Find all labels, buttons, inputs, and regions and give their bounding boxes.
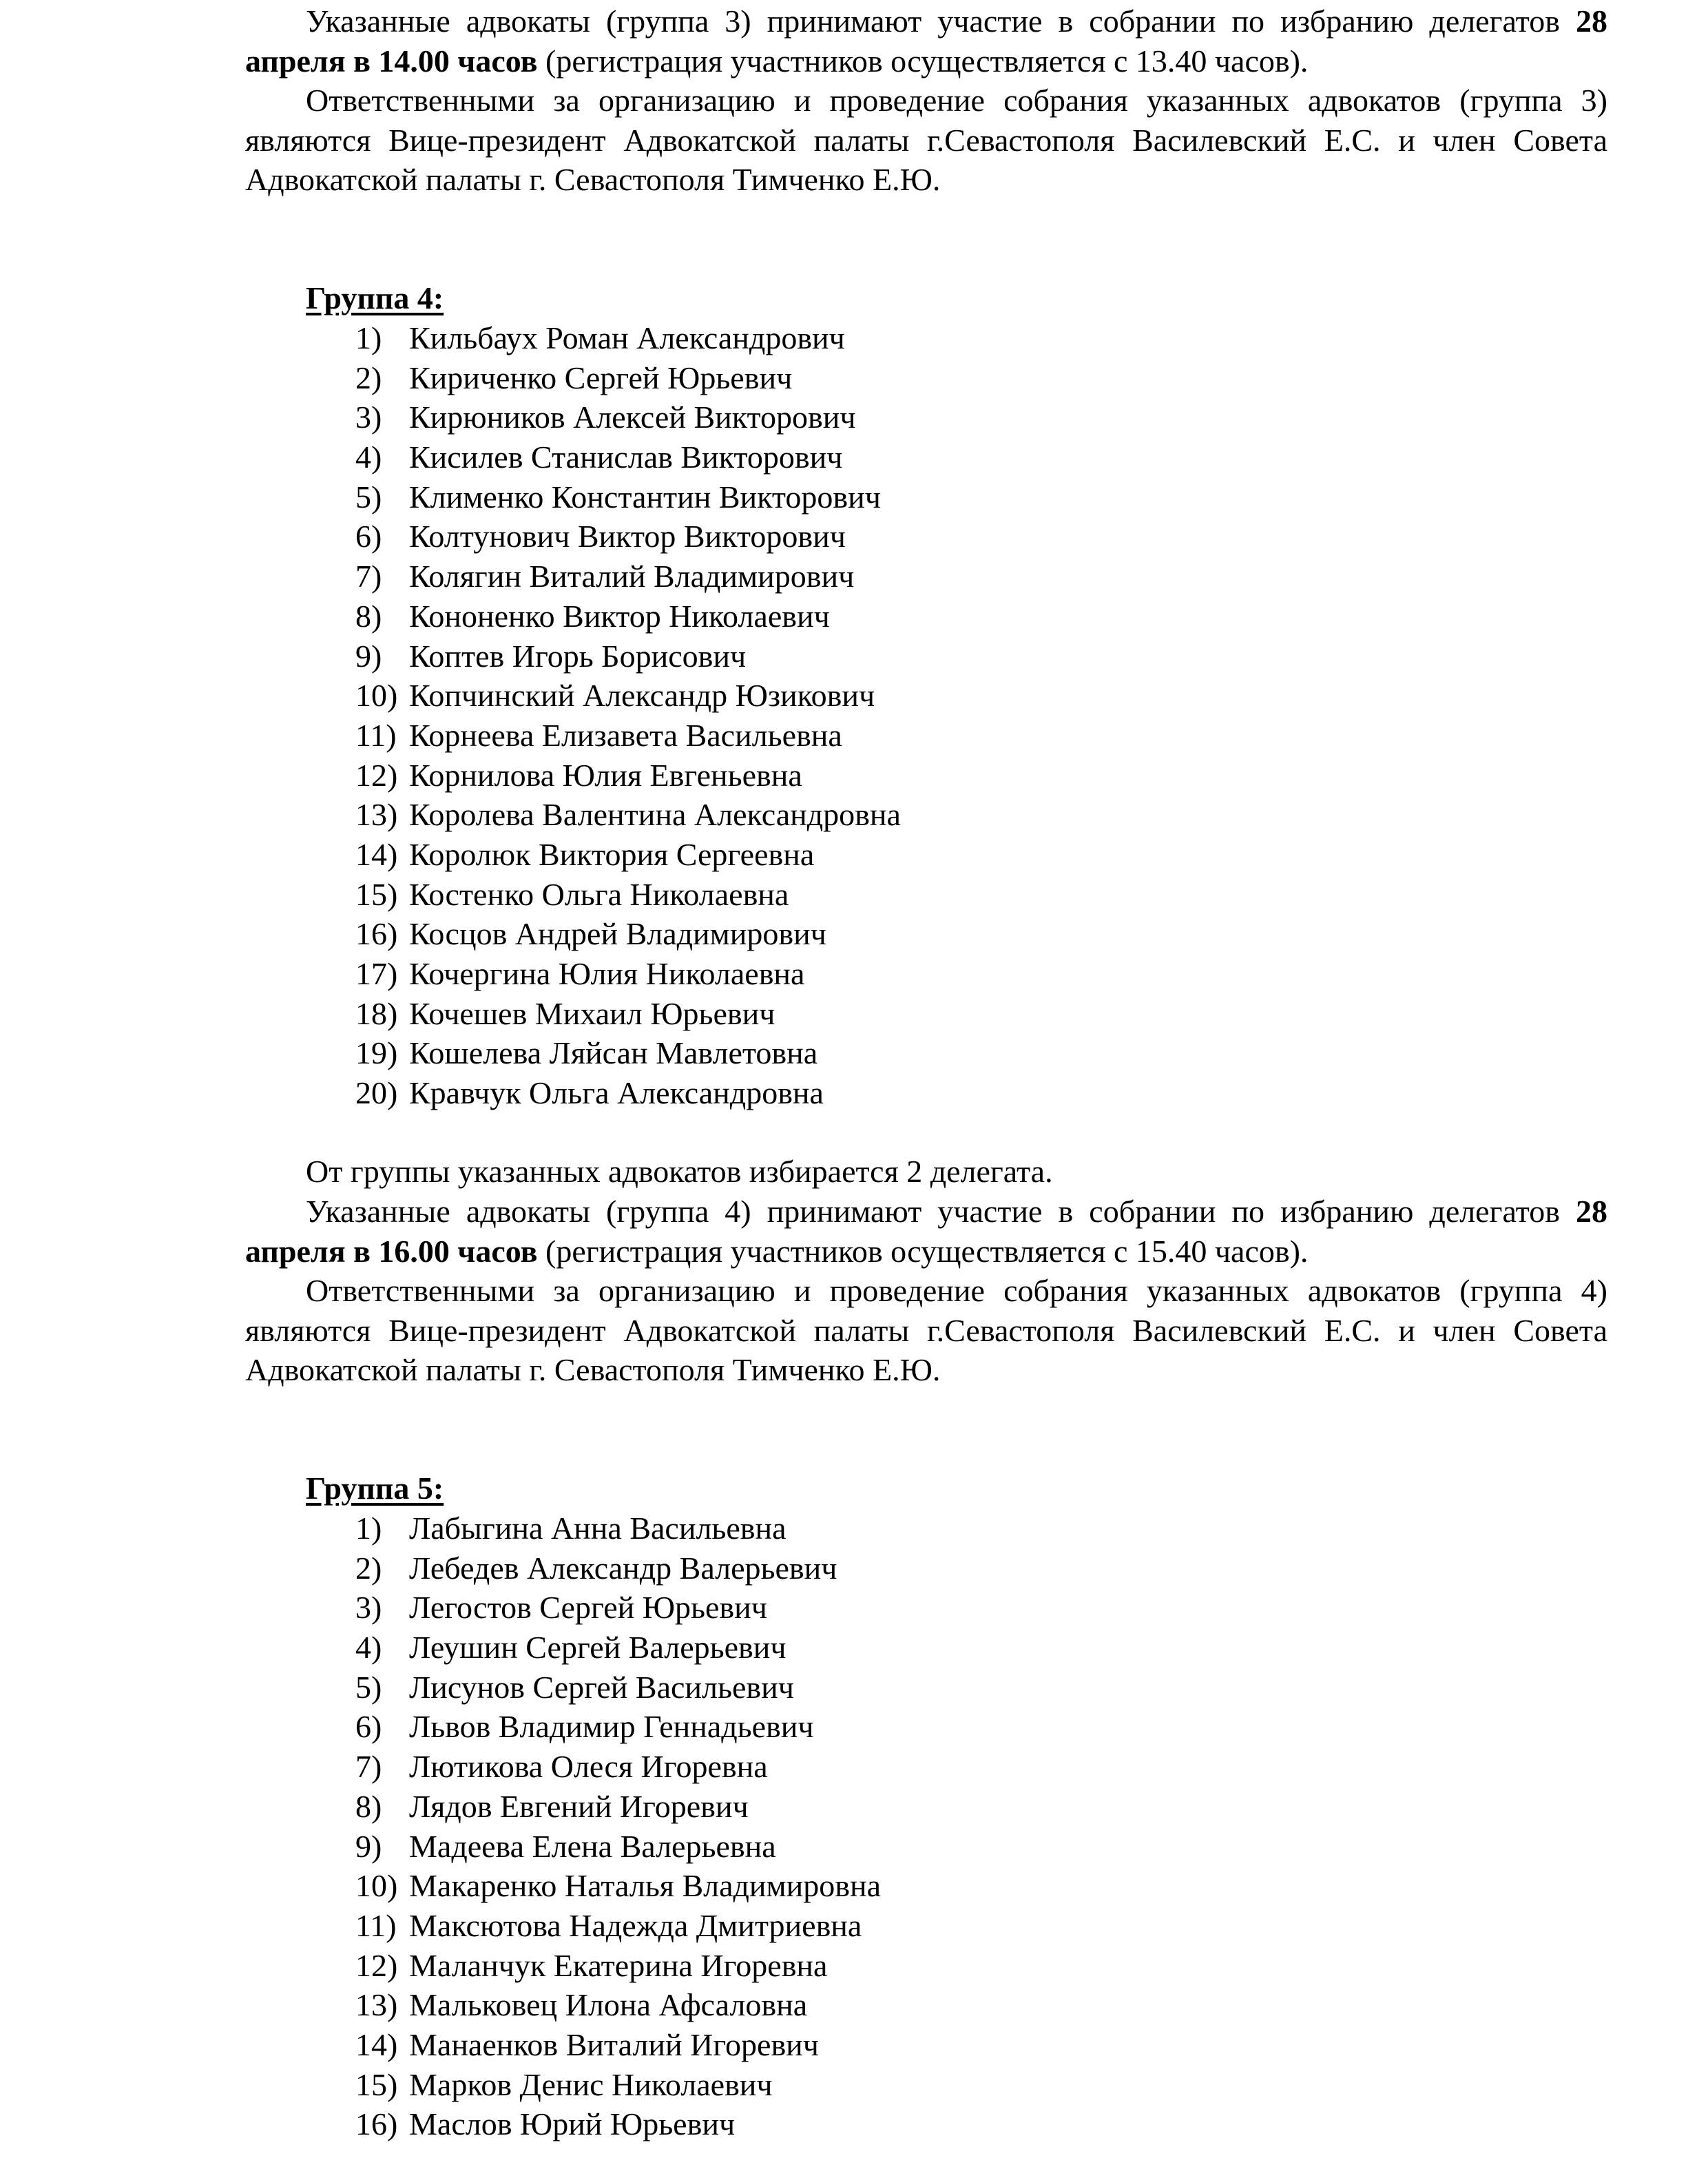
list-item-number: 19) bbox=[355, 1035, 398, 1071]
list-item-number: 1) bbox=[355, 1511, 382, 1546]
list-item-name: Лабыгина Анна Васильевна bbox=[409, 1511, 787, 1546]
list-item-number: 3) bbox=[355, 1590, 382, 1626]
group4-meeting-prefix: Указанные адвокаты (группа 4) принимают участие в собрании по избранию делегатов bbox=[306, 1194, 1576, 1229]
list-item-name: Кильбаух Роман Александрович bbox=[409, 320, 845, 355]
list-item-name: Кирюников Алексей Викторович bbox=[409, 400, 856, 435]
group5-title: Группа 5: bbox=[306, 1471, 444, 1506]
list-item-name: Мадеева Елена Валерьевна bbox=[409, 1828, 776, 1864]
group4-meeting-paragraph bbox=[245, 1192, 1607, 1271]
list-item-name: Легостов Сергей Юрьевич bbox=[409, 1590, 767, 1626]
list-item-number: 12) bbox=[355, 757, 398, 793]
list-item-name: Коптев Игорь Борисович bbox=[409, 638, 747, 674]
list-item-number: 6) bbox=[355, 519, 382, 554]
list-item-name: Максютова Надежда Дмитриевна bbox=[409, 1907, 862, 1943]
list-item-number: 9) bbox=[355, 638, 382, 674]
list-item-number: 9) bbox=[355, 1828, 382, 1864]
list-item-number: 6) bbox=[355, 1709, 382, 1745]
list-item-number: 14) bbox=[355, 836, 398, 872]
list-item-number: 2) bbox=[355, 360, 382, 395]
list-item-number: 5) bbox=[355, 1669, 382, 1705]
list-item-name: Клименко Константин Викторович bbox=[409, 479, 881, 515]
list-item-name: Маланчук Екатерина Игоревна bbox=[409, 1947, 828, 1983]
group4-meeting-suffix: (регистрация участников осуществляется с 15.40 часов). bbox=[537, 1233, 1309, 1269]
list-item-number: 20) bbox=[355, 1075, 398, 1111]
list-item-name: Костенко Ольга Николаевна bbox=[409, 876, 789, 912]
list-item-number: 4) bbox=[355, 439, 382, 475]
list-item-number: 11) bbox=[355, 717, 397, 753]
list-item-number: 7) bbox=[355, 1749, 382, 1785]
list-item-name: Колтунович Виктор Викторович bbox=[409, 519, 846, 554]
list-item-number: 8) bbox=[355, 598, 382, 634]
list-item-name: Королева Валентина Александровна bbox=[409, 797, 901, 833]
list-item-name: Косцов Андрей Владимирович bbox=[409, 916, 826, 952]
group3-meeting-prefix: Указанные адвокаты (группа 3) принимают участие в собрании по избранию делегатов bbox=[306, 3, 1576, 39]
list-item-name: Леушин Сергей Валерьевич bbox=[409, 1630, 787, 1666]
group3-responsible-paragraph: Ответственными за организацию и проведение собрания указанных адвокатов (группа 3) являются Вице-президент Адвокатской палаты г.Севастополя Василевский Е.С. и член Совета Адвокатской палаты г. Севастополя Тимченко Е.Ю. bbox=[245, 83, 1607, 197]
list-item-name: Марков Денис Николаевич bbox=[409, 2066, 773, 2102]
list-item-name: Кононенко Виктор Николаевич bbox=[409, 598, 830, 634]
list-item-number: 3) bbox=[355, 400, 382, 435]
list-item-name: Колягин Виталий Владимирович bbox=[409, 559, 855, 594]
list-item-number: 13) bbox=[355, 797, 398, 833]
list-item-name: Мальковец Илона Афсаловна bbox=[409, 1987, 808, 2023]
document-page bbox=[245, 0, 1607, 2158]
list-item-number: 15) bbox=[355, 876, 398, 912]
list-item-number: 18) bbox=[355, 995, 398, 1031]
list-item-number: 16) bbox=[355, 916, 398, 952]
list-item-name: Кисилев Станислав Викторович bbox=[409, 439, 843, 475]
list-item-name: Кравчук Ольга Александровна bbox=[409, 1075, 824, 1111]
group4-meeting-date: 28 апреля в 16.00 часов bbox=[245, 1194, 1607, 1269]
list-item-name: Корнеева Елизавета Васильевна bbox=[409, 717, 842, 753]
list-item-name: Манаенков Виталий Игоревич bbox=[409, 2026, 819, 2062]
list-item-name: Корнилова Юлия Евгеньевна bbox=[409, 757, 802, 793]
list-item-number: 10) bbox=[355, 678, 398, 714]
list-item-name: Маслов Юрий Юрьевич bbox=[409, 2106, 736, 2142]
list-item-name: Львов Владимир Геннадьевич bbox=[409, 1709, 814, 1745]
list-item-name: Лисунов Сергей Васильевич bbox=[409, 1669, 794, 1705]
list-item-number: 14) bbox=[355, 2026, 398, 2062]
list-item-name: Кириченко Сергей Юрьевич bbox=[409, 360, 793, 395]
list-item-number: 11) bbox=[355, 1907, 397, 1943]
group4-title: Группа 4: bbox=[306, 280, 444, 315]
list-item-number: 5) bbox=[355, 479, 382, 515]
list-item-number: 16) bbox=[355, 2106, 398, 2142]
list-item-number: 12) bbox=[355, 1947, 398, 1983]
list-item-number: 15) bbox=[355, 2066, 398, 2102]
group3-meeting-date: 28 апреля в 14.00 часов bbox=[245, 3, 1607, 79]
group4-delegates-paragraph: От группы указанных адвокатов избирается 2 делегата. bbox=[306, 1154, 1053, 1189]
list-item-name: Кошелева Ляйсан Мавлетовна bbox=[409, 1035, 818, 1071]
list-item-name: Лебедев Александр Валерьевич bbox=[409, 1550, 837, 1586]
list-item-number: 17) bbox=[355, 956, 398, 991]
list-item-name: Королюк Виктория Сергеевна bbox=[409, 836, 815, 872]
list-item-number: 10) bbox=[355, 1868, 398, 1904]
list-item-name: Лютикова Олеся Игоревна bbox=[409, 1749, 768, 1785]
group3-meeting-paragraph bbox=[245, 1, 1607, 81]
list-item-number: 4) bbox=[355, 1630, 382, 1666]
list-item-number: 1) bbox=[355, 320, 382, 355]
list-item-name: Лядов Евгений Игоревич bbox=[409, 1788, 749, 1824]
list-item-number: 13) bbox=[355, 1987, 398, 2023]
list-item-name: Макаренко Наталья Владимировна bbox=[409, 1868, 882, 1904]
list-item-number: 7) bbox=[355, 559, 382, 594]
list-item-name: Кочешев Михаил Юрьевич bbox=[409, 995, 775, 1031]
list-item-name: Кочергина Юлия Николаевна bbox=[409, 956, 805, 991]
list-item-number: 8) bbox=[355, 1788, 382, 1824]
group3-meeting-suffix: (регистрация участников осуществляется с 13.40 часов). bbox=[537, 43, 1309, 79]
group4-responsible-paragraph: Ответственными за организацию и проведение собрания указанных адвокатов (группа 4) являются Вице-президент Адвокатской палаты г.Севастополя Василевский Е.С. и член Совета Адвокатской палаты г. Севастополя Тимченко Е.Ю. bbox=[245, 1273, 1607, 1387]
list-item-number: 2) bbox=[355, 1550, 382, 1586]
list-item-name: Копчинский Александр Юзикович bbox=[409, 678, 875, 714]
